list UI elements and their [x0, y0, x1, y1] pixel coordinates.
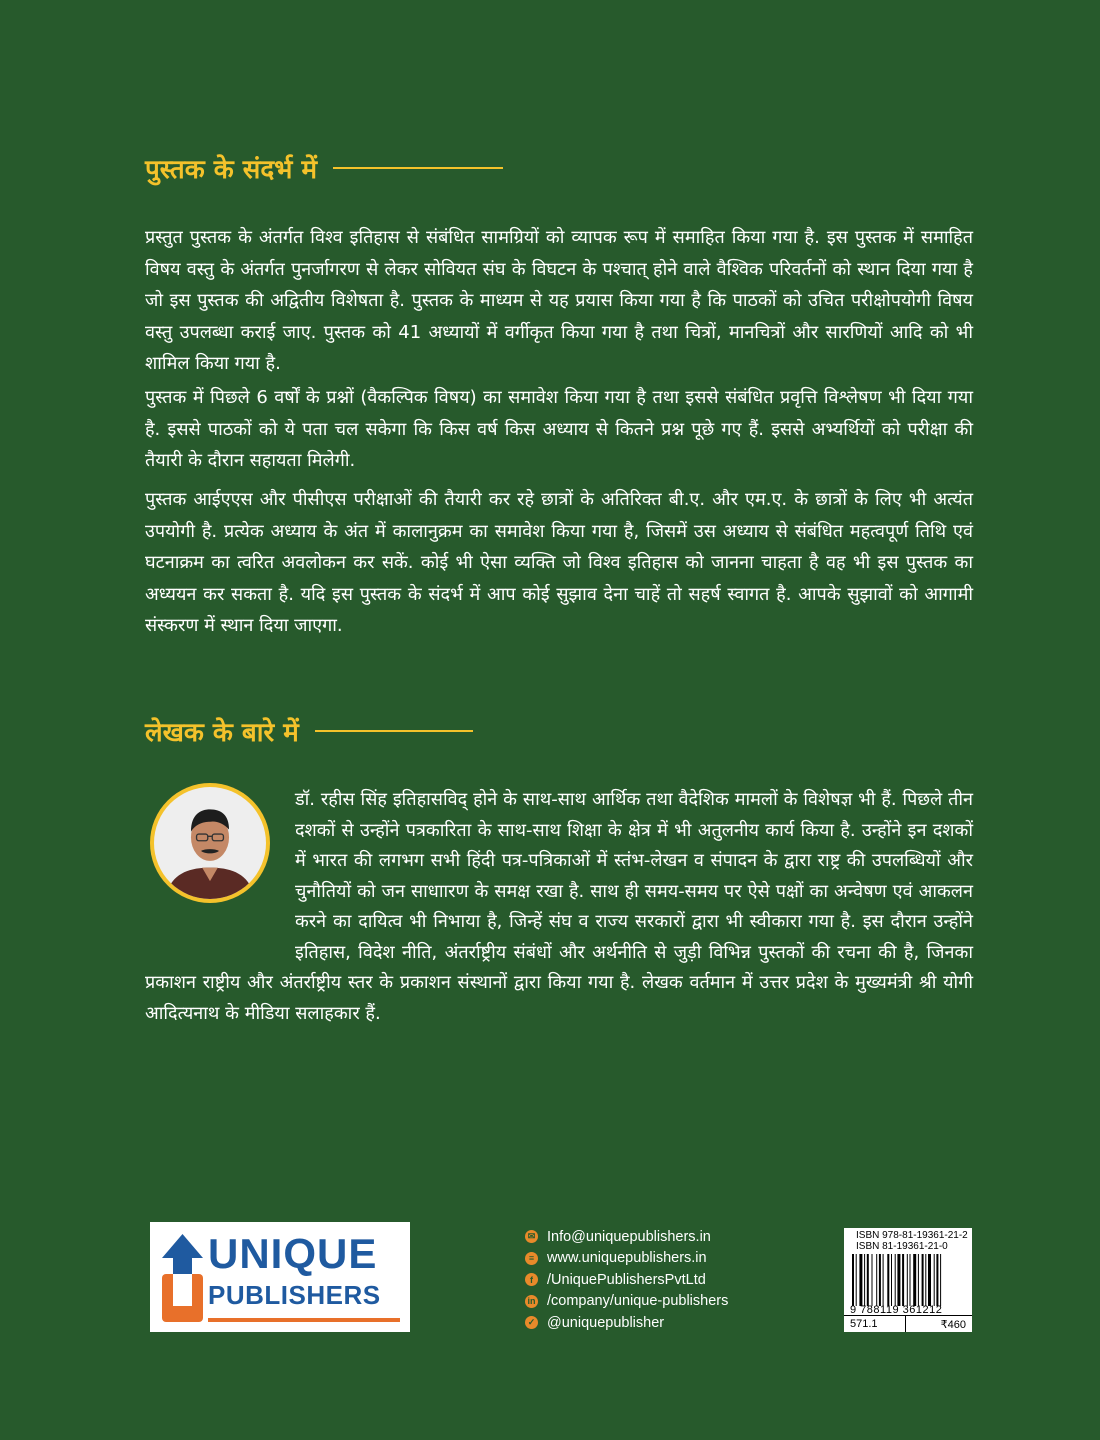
- about-book-paragraph-3: पुस्तक आईएएस और पीसीएस परीक्षाओं की तैयारी कर रहे छात्रों के अतिरिक्त बी.ए. और एम.ए. के छात्रों के लिए भी अत्यंत उपयोगी है. प्रत्येक अध्याय के अंत में कालानुक्रम का समावेश किया गया है, जिसमें उस अध्याय से संबंधित महत्वपूर्ण तिथि एवं घटनाक्रम का त्वरित अवलोकन कर सकें. कोई भी ऐसा व्यक्ति जो विश्व इतिहास को जानना चाहता है वह भी इस पुस्तक का अध्ययन कर सकता है. यदि इस पुस्तक के संदर्भ में आप कोई सुझाव देना चाहें तो सहर्ष स्वागत है. आपके सुझावों को आगामी संस्करण में स्थान दिया जाएगा.: [145, 489, 973, 636]
- barcode-digits: 9 788119 361212: [850, 1304, 943, 1316]
- email-icon: ✉: [525, 1230, 538, 1243]
- about-book-heading: [145, 150, 503, 186]
- contact-email[interactable]: [525, 1226, 728, 1248]
- about-author-heading: [145, 713, 473, 749]
- contact-twitter-text: @uniquepublisher: [547, 1314, 665, 1331]
- publisher-logo: [150, 1222, 410, 1332]
- isbn-barcode-box: [844, 1228, 972, 1332]
- web-icon: ≡: [525, 1252, 538, 1265]
- twitter-icon: ✓: [525, 1316, 538, 1329]
- facebook-icon: f: [525, 1273, 538, 1286]
- about-author-heading-text: लेखक के बारे में: [145, 718, 299, 748]
- heading-rule: [315, 730, 473, 732]
- publisher-contacts: [525, 1226, 728, 1334]
- classification-code: 571.1: [850, 1318, 878, 1330]
- contact-website[interactable]: [525, 1248, 728, 1270]
- logo-underline: [208, 1318, 400, 1322]
- about-book-heading-text: पुस्तक के संदर्भ में: [145, 155, 318, 185]
- about-book-paragraph-2: पुस्तक में पिछले 6 वर्षों के प्रश्नों (वैकल्पिक विषय) का समावेश किया गया है तथा इससे संबंधित प्रवृत्ति विश्लेषण भी दिया गया है. इससे पाठकों को ये पता चल सकेगा कि किस वर्ष किस अध्याय से कितने प्रश्न पूछे गए हैं. इससे अभ्यर्थियों को परीक्षा की तैयारी के दौरान सहायता मिलेगी.: [145, 387, 973, 471]
- contact-facebook[interactable]: [525, 1269, 728, 1291]
- contact-facebook-text: /UniquePublishersPvtLtd: [547, 1271, 706, 1288]
- about-author-paragraph: [145, 785, 973, 1029]
- isbn-footer: [844, 1315, 972, 1332]
- linkedin-icon: in: [525, 1295, 538, 1308]
- isbn-10: ISBN 81-19361-21-0: [856, 1241, 948, 1252]
- price: ₹460: [905, 1316, 973, 1332]
- logo-word-publishers: PUBLISHERS: [208, 1280, 381, 1310]
- contact-linkedin-text: /company/unique-publishers: [547, 1293, 729, 1310]
- contact-twitter[interactable]: [525, 1312, 728, 1334]
- about-book-paragraph-1: प्रस्तुत पुस्तक के अंतर्गत विश्व इतिहास से संबंधित सामग्रियों को व्यापक रूप में समाहित किया गया है. इस पुस्तक में समाहित विषय वस्तु के अंतर्गत पुनर्जागरण से लेकर सोवियत संघ के विघटन के पश्चात् होने वाले वैश्विक परिवर्तनों को स्थान दिया गया है जो इस पुस्तक की अद्वितीय विशेषता है. पुस्तक के माध्यम से यह प्रयास किया गया है कि पाठकों को उचित परीक्षोपयोगी विषय वस्तु उपलब्धा कराई जाए. पुस्तक को 41 अध्यायों में वर्गीकृत किया गया है तथा चित्रों, मानचित्रों और सारणियों आदि को भी शामिल किया गया है.: [145, 227, 973, 374]
- contact-email-text: Info@uniquepublishers.in: [547, 1228, 711, 1245]
- heading-rule: [333, 167, 503, 169]
- barcode-icon: [852, 1254, 964, 1306]
- contact-website-text: www.uniquepublishers.in: [547, 1250, 707, 1267]
- logo-arrow-icon: [160, 1232, 205, 1324]
- contact-linkedin[interactable]: [525, 1291, 728, 1313]
- isbn-13: ISBN 978-81-19361-21-2: [856, 1230, 968, 1241]
- about-author-text: डॉ. रहीस सिंह इतिहासविद् होने के साथ-साथ आर्थिक तथा वैदेशिक मामलों के विशेषज्ञ भी हैं. पिछले तीन दशकों से उन्होंने पत्रकारिता के साथ-साथ शिक्षा के क्षेत्र में भी अतुलनीय कार्य किया है. उन्होंने इन दशकों में भारत की लगभग सभी हिंदी पत्र-पत्रिकाओं में स्तंभ-लेखन व संपादन के द्वारा राष्ट्र की उपलब्धियों और चुनौतियों को जन साधाारण के समक्ष रखा है. साथ ही समय-समय पर ऐसे पक्षों का अन्वेषण एवं आकलन करने का दायित्व भी निभाया है, जिन्हें संघ व राज्य सरकारों द्वारा भी स्वीकारा गया है. इस दौरान उन्होंने इतिहास, विदेश नीति, अंतर्राष्ट्रीय संबंधों और अर्थनीति से जुड़ी विभिन्न पुस्तकों की रचना की है, जिनका प्रकाशन राष्ट्रीय और अंतर्राष्ट्रीय स्तर के प्रकाशन संस्थानों द्वारा किया गया है. लेखक वर्तमान में उत्तर प्रदेश के मुख्यमंत्री श्री योगी आदित्यनाथ के मीडिया सलाहकार हैं.: [145, 789, 973, 1024]
- logo-word-unique: UNIQUE: [208, 1230, 378, 1277]
